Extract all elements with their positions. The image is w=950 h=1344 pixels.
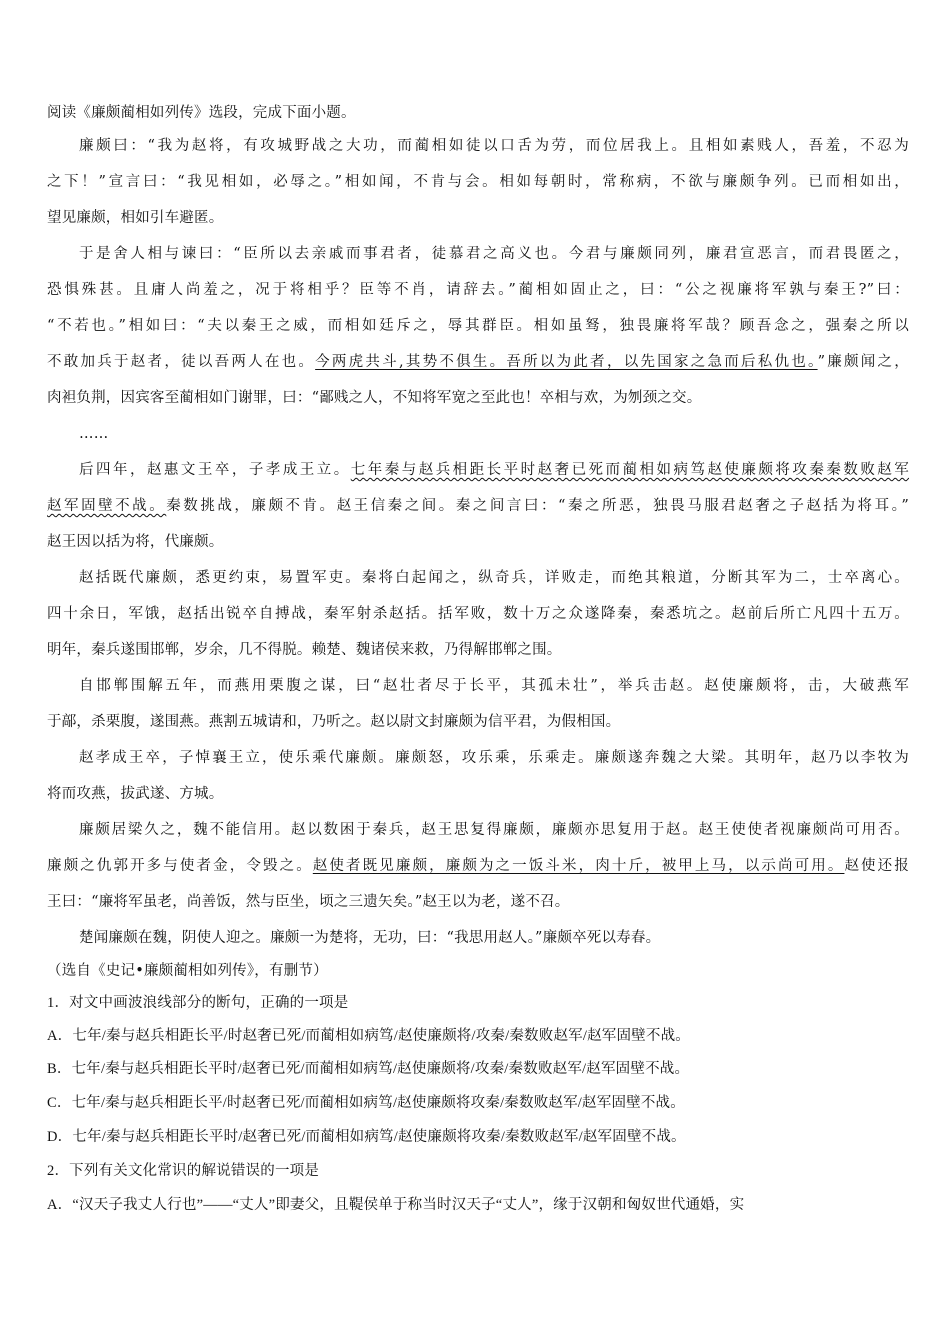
question-1-option-a: A．七年/秦与赵兵相距长平/时赵奢已死/而蔺相如病笃/赵使廉颇将/攻秦/秦数败赵军/赵军固壁不战。 bbox=[47, 1028, 690, 1044]
p7-line-2-start: 廉颇之仇郭开多与使者金，令毁之。 bbox=[47, 858, 313, 874]
underlined-sentence-2: 赵使者既见廉颇，廉颇为之一饭斗米，肉十斤，被甲上马，以示尚可用。 bbox=[312, 858, 845, 874]
p3-line-2-rest: 秦数挑战，廉颇不肯。赵王信秦之间。秦之间言曰：“秦之所恶，独畏马服君赵奢之子赵括为将耳。” bbox=[166, 498, 909, 514]
p5-line-1: 自邯郸围解五年，而燕用栗腹之谋，曰“赵壮者尽于长平，其孤未壮”，举兵击赵。赵使廉颇将，击，大破燕军 bbox=[79, 678, 909, 694]
question-2-option-a: A．“汉天子我丈人行也”——“丈人”即妻父，且鞮侯单于称当时汉天子“丈人”，缘于汉朝和匈奴世代通婚，实 bbox=[47, 1197, 745, 1213]
p1-line-2: 之下！”宣言曰：“我见相如，必辱之。”相如闻，不肯与会。相如每朝时，常称病，不欲与廉颇争列。已而相如出， bbox=[47, 174, 909, 190]
question-1-option-c: C．七年/秦与赵兵相距长平/时赵奢已死/而蔺相如病笃/赵使廉颇将攻秦/秦数败赵军/赵军固壁不战。 bbox=[47, 1095, 685, 1111]
wavy-underlined-text-end: 赵军固壁不战。 bbox=[47, 498, 167, 514]
p5-line-2: 于鄗，杀栗腹，遂围燕。燕割五城请和，乃听之。赵以尉文封廉颇为信平君，为假相国。 bbox=[47, 714, 621, 730]
p6-line-2: 将而攻燕，拔武遂、方城。 bbox=[47, 786, 224, 802]
p2-line-4-end: ”廉颇闻之， bbox=[817, 354, 909, 370]
p2-line-4-start: 不敢加兵于赵者，徒以吾两人在也。 bbox=[47, 354, 316, 370]
instruction-line: 阅读《廉颇蔺相如列传》选段，完成下面小题。 bbox=[47, 105, 356, 121]
question-1-option-d: D．七年/秦与赵兵相距长平时/赵奢已死/而蔺相如病笃/赵使廉颇将攻秦/秦数败赵军/赵军固壁不战。 bbox=[47, 1129, 686, 1145]
p3-line-2 bbox=[47, 493, 909, 519]
p3-line-1-start: 后四年，赵惠文王卒，子孝成王立。 bbox=[79, 462, 351, 478]
p4-line-2: 四十余日，军饿，赵括出锐卒自搏战，秦军射杀赵括。括军败，数十万之众遂降秦，秦悉坑之。赵前后所亡凡四十五万。 bbox=[47, 606, 909, 622]
p7-line-2 bbox=[47, 853, 909, 879]
p2-line-3: “不若也。”相如曰：“夫以秦王之威，而相如廷斥之，辱其群臣。相如虽驽，独畏廉将军哉？顾吾念之，强秦之所以 bbox=[47, 318, 909, 334]
wavy-underlined-text: 七年秦与赵兵相距长平时赵奢已死而蔺相如病笃赵使廉颇将攻秦秦数败赵军 bbox=[350, 462, 909, 478]
source-note: （选自《史记•廉颇蔺相如列传》，有删节） bbox=[47, 963, 328, 979]
p7-line-3: 王曰：“廉将军虽老，尚善饭，然与臣坐，顷之三遗矢矣。”赵王以为老，遂不召。 bbox=[47, 894, 570, 910]
p7-line-1: 廉颇居梁久之，魏不能信用。赵以数困于秦兵，赵王思复得廉颇，廉颇亦思复用于赵。赵王使使者视廉颇尚可用否。 bbox=[79, 822, 909, 838]
p8-line-1: 楚闻廉颇在魏，阴使人迎之。廉颇一为楚将，无功，曰：“我思用赵人。”廉颇卒死以寿春。 bbox=[79, 930, 661, 946]
p7-line-2-end: 赵使还报 bbox=[844, 858, 909, 874]
ellipsis: …… bbox=[79, 426, 109, 442]
question-1-stem: 1．对文中画波浪线部分的断句，正确的一项是 bbox=[47, 995, 349, 1011]
p1-line-1: 廉颇曰：“我为赵将，有攻城野战之大功，而蔺相如徒以口舌为劳，而位居我上。且相如素贱人，吾羞，不忍为 bbox=[79, 138, 909, 154]
p2-line-5: 肉袒负荆，因宾客至蔺相如门谢罪，曰：“鄙贱之人，不知将军宽之至此也！卒相与欢，为刎颈之交。 bbox=[47, 390, 702, 406]
p2-line-4 bbox=[47, 349, 909, 375]
question-1-option-b: B．七年/秦与赵兵相距长平时/赵奢已死/而蔺相如病笃/赵使廉颇将/攻秦/秦数败赵军/赵军固壁不战。 bbox=[47, 1061, 690, 1077]
p3-line-1 bbox=[79, 457, 909, 483]
p2-line-2: 恐惧殊甚。且庸人尚羞之，况于将相乎？臣等不肖，请辞去。”蔺相如固止之，曰：“公之视廉将军孰与秦王?”曰： bbox=[47, 282, 909, 298]
p2-line-1: 于是舍人相与谏曰：“臣所以去亲戚而事君者，徒慕君之高义也。今君与廉颇同列，廉君宣恶言，而君畏匿之， bbox=[79, 246, 909, 262]
p4-line-3: 明年，秦兵遂围邯郸，岁余，几不得脱。赖楚、魏诸侯来救，乃得解邯郸之围。 bbox=[47, 642, 562, 658]
p3-line-3: 赵王因以括为将，代廉颇。 bbox=[47, 534, 224, 550]
p1-line-3: 望见廉颇，相如引车避匿。 bbox=[47, 210, 224, 226]
underlined-sentence: 今两虎共斗,其势不俱生。吾所以为此者，以先国家之急而后私仇也。 bbox=[315, 354, 818, 370]
p4-line-1: 赵括既代廉颇，悉更约束，易置军吏。秦将白起闻之，纵奇兵，详败走，而绝其粮道，分断其军为二，士卒离心。 bbox=[79, 570, 909, 586]
p6-line-1: 赵孝成王卒，子悼襄王立，使乐乘代廉颇。廉颇怒，攻乐乘，乐乘走。廉颇遂奔魏之大梁。其明年，赵乃以李牧为 bbox=[79, 750, 909, 766]
question-2-stem: 2．下列有关文化常识的解说错误的一项是 bbox=[47, 1163, 320, 1179]
